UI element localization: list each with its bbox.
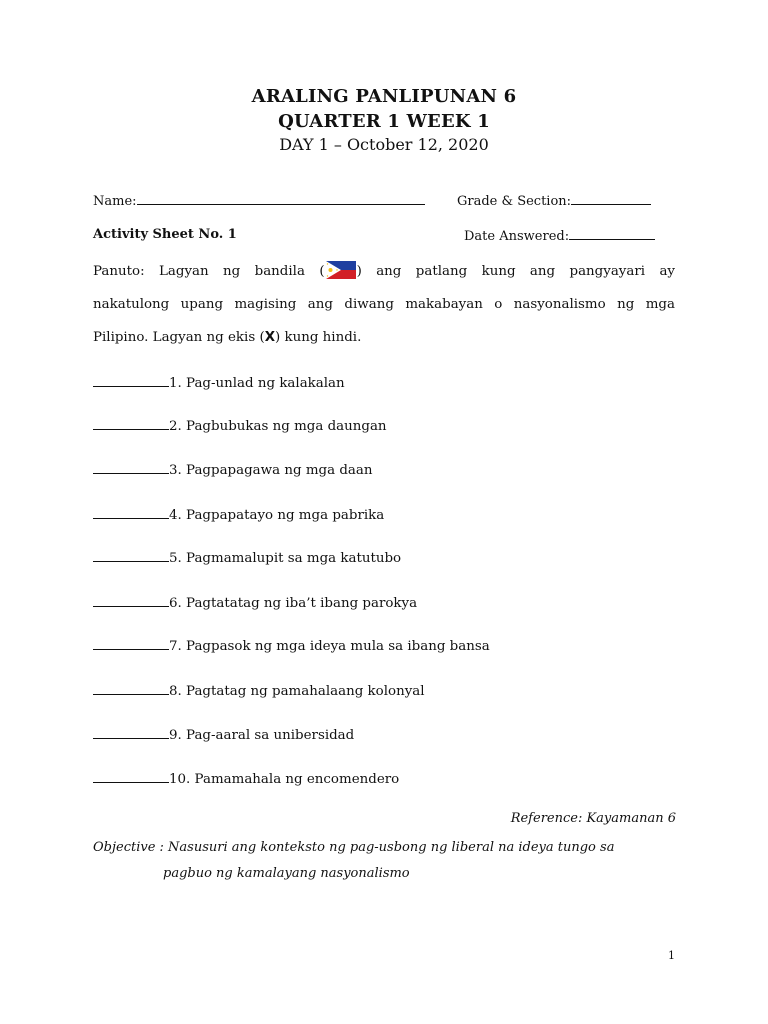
name-field[interactable] xyxy=(137,192,425,205)
list-item xyxy=(93,770,399,787)
date-answered-label: Date Answered: xyxy=(464,229,570,244)
item-text: 8. Pagtatag ng pamahalaang kolonyal xyxy=(169,684,425,699)
answer-blank[interactable] xyxy=(93,682,169,695)
subject-title: ARALING PANLIPUNAN 6 xyxy=(251,86,517,107)
page-number: 1 xyxy=(668,949,675,962)
grade-section-label: Grade & Section: xyxy=(457,194,572,209)
list-item xyxy=(93,637,490,654)
list-item xyxy=(93,461,373,478)
philippine-flag-icon xyxy=(326,261,356,279)
answer-blank[interactable] xyxy=(93,770,169,783)
list-item xyxy=(93,549,401,566)
list-item xyxy=(93,374,345,391)
item-text: 9. Pag-aaral sa unibersidad xyxy=(169,728,355,743)
flag-star xyxy=(326,275,327,276)
item-text: 3. Pagpapagawa ng mga daan xyxy=(169,463,373,478)
flag-star xyxy=(326,263,327,264)
item-text: 7. Pagpasok ng mga ideya mula sa ibang bansa xyxy=(169,639,490,654)
x-mark-icon: X xyxy=(264,330,276,345)
answer-blank[interactable] xyxy=(93,726,169,739)
activity-sheet-label: Activity Sheet No. 1 xyxy=(93,227,237,242)
item-text: 6. Pagtatatag ng iba’t ibang parokya xyxy=(169,596,418,611)
day-date-title: DAY 1 – October 12, 2020 xyxy=(279,135,489,154)
instructions-line-3 xyxy=(93,330,675,345)
objective-line-1: Objective : Nasusuri ang konteksto ng pag-usbong ng liberal na ideya tungo sa xyxy=(93,840,615,855)
item-text: 2. Pagbubukas ng mga daungan xyxy=(169,419,387,434)
instructions-text-b: ) ang patlang kung ang pangyayari ay xyxy=(356,264,675,279)
date-answered-row xyxy=(464,227,655,244)
answer-blank[interactable] xyxy=(93,506,169,519)
list-item xyxy=(93,506,384,523)
instructions-text-c: Pilipino. Lagyan ng ekis ( xyxy=(93,330,265,345)
answer-blank[interactable] xyxy=(93,594,169,607)
answer-blank[interactable] xyxy=(93,461,169,474)
name-row xyxy=(93,192,425,209)
instructions-text-a: Panuto: Lagyan ng bandila ( xyxy=(93,264,325,279)
instructions-line-1 xyxy=(93,261,675,279)
flag-sun xyxy=(328,268,332,272)
answer-blank[interactable] xyxy=(93,374,169,387)
list-item xyxy=(93,417,387,434)
grade-section-row xyxy=(457,192,651,209)
date-answered-field[interactable] xyxy=(569,227,655,240)
item-text: 1. Pag-unlad ng kalakalan xyxy=(169,376,345,391)
instructions-text-d: ) kung hindi. xyxy=(275,330,362,345)
item-text: 5. Pagmamalupit sa mga katutubo xyxy=(169,551,402,566)
instructions-line-2: nakatulong upang magising ang diwang makabayan o nasyonalismo ng mga xyxy=(93,297,675,312)
name-label: Name: xyxy=(93,194,137,209)
answer-blank[interactable] xyxy=(93,637,169,650)
list-item xyxy=(93,682,425,699)
grade-section-field[interactable] xyxy=(571,192,651,205)
answer-blank[interactable] xyxy=(93,549,169,562)
objective-line-2: pagbuo ng kamalayang nasyonalismo xyxy=(163,866,410,881)
item-text: 4. Pagpapatayo ng mga pabrika xyxy=(169,508,385,523)
item-text: 10. Pamamahala ng encomendero xyxy=(169,772,400,787)
list-item xyxy=(93,726,354,743)
list-item xyxy=(93,594,417,611)
flag-star xyxy=(336,269,337,270)
quarter-title: QUARTER 1 WEEK 1 xyxy=(278,111,490,132)
answer-blank[interactable] xyxy=(93,417,169,430)
reference-note: Reference: Kayamanan 6 xyxy=(510,811,676,826)
